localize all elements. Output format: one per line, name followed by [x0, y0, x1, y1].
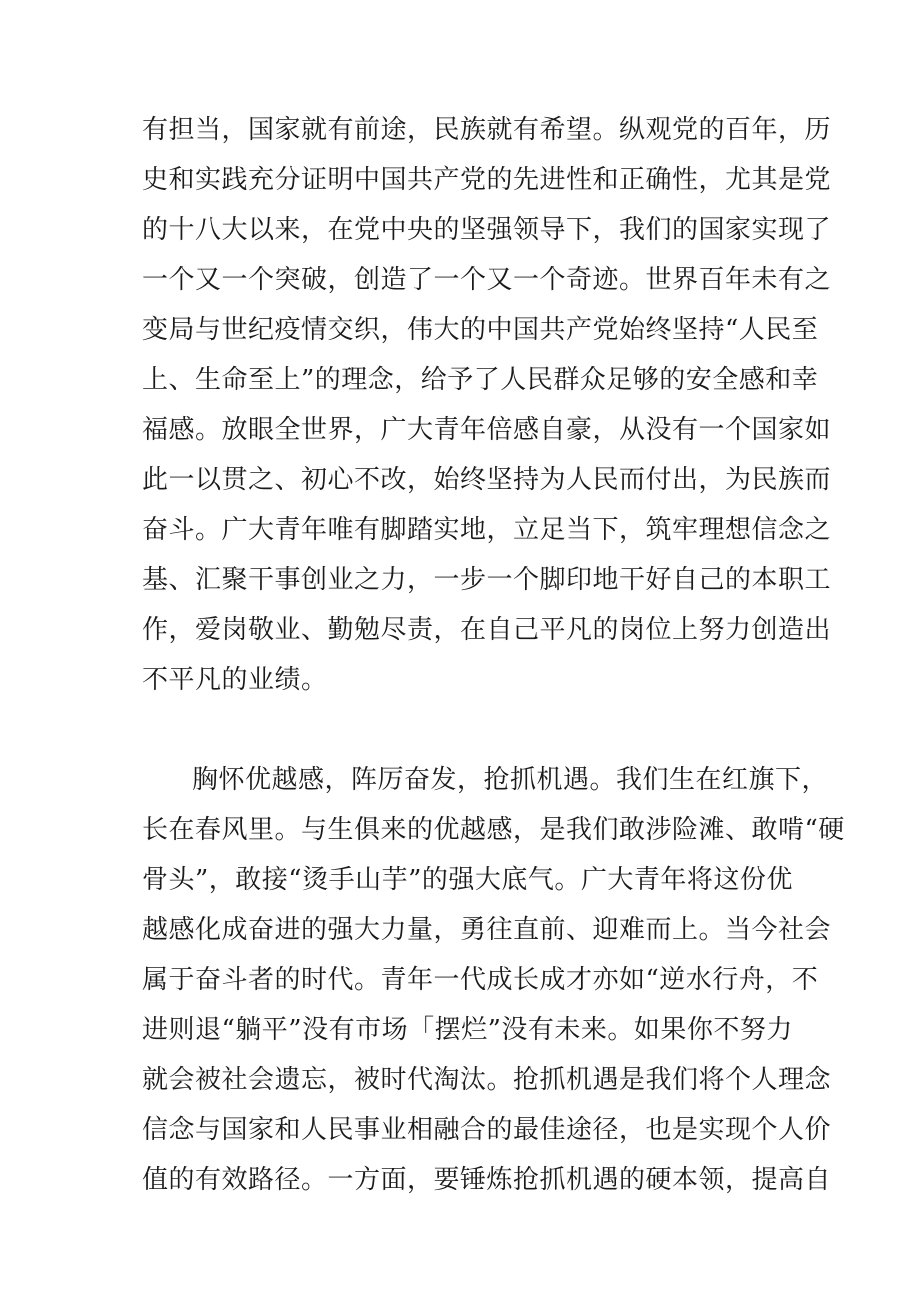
paragraph-line: 属于奋斗者的时代。青年一代成长成才亦如“逆水行舟，不	[142, 965, 819, 995]
paragraph-line: 长在春风里。与生俱来的优越感，是我们敢涉险滩、敢啃“硬	[142, 815, 845, 845]
paragraph-line: 进则退“躺平”没有市场「摆烂”没有未来。如果你不努力	[142, 1015, 793, 1045]
paragraph-line: 不平凡的业绩。	[142, 665, 328, 695]
paragraph-line: 有担当，国家就有前途，民族就有希望。纵观党的百年，历	[142, 115, 832, 145]
paragraph-line: 值的有效路径。一方面，要锤炼抢抓机遇的硬本领，提高自	[142, 1165, 832, 1195]
paragraph-line: 上、生命至上”的理念，给予了人民群众足够的安全感和幸	[142, 365, 819, 395]
paragraph-line: 的十八大以来，在党中央的坚强领导下，我们的国家实现了	[142, 215, 832, 245]
paragraph-line: 福感。放眼全世界，广大青年倍感自豪，从没有一个国家如	[142, 415, 832, 445]
paragraph-line: 此一以贯之、初心不改，始终坚持为人民而付出，为民族而	[142, 465, 832, 495]
paragraph-line: 奋斗。广大青年唯有脚踏实地，立足当下，筑牢理想信念之	[142, 515, 832, 545]
paragraph-line: 基、汇聚干事创业之力，一步一个脚印地干好自己的本职工	[142, 565, 832, 595]
paragraph-line: 胸怀优越感，阵厉奋发，抢抓机遇。我们生在红旗下，	[192, 765, 829, 795]
paragraph-line: 史和实践充分证明中国共产党的先进性和正确性，尤其是党	[142, 165, 832, 195]
paragraph-line: 就会被社会遗忘，被时代淘汰。抢抓机遇是我们将个人理念	[142, 1065, 832, 1095]
paragraph-line: 变局与世纪疫情交织，伟大的中国共产党始终坚持“人民至	[142, 315, 819, 345]
paragraph-line: 骨头”，敢接“烫手山芋”的强大底气。广大青年将这份优	[142, 865, 793, 895]
paragraph-line: 一个又一个突破，创造了一个又一个奇迹。世界百年未有之	[142, 265, 832, 295]
paragraph-line: 作，爱岗敬业、勤勉尽责，在自己平凡的岗位上努力创造出	[142, 615, 832, 645]
paragraph-line: 越感化成奋进的强大力量，勇往直前、迎难而上。当今社会	[142, 915, 832, 945]
paragraph-line: 信念与国家和人民事业相融合的最佳途径，也是实现个人价	[142, 1115, 832, 1145]
